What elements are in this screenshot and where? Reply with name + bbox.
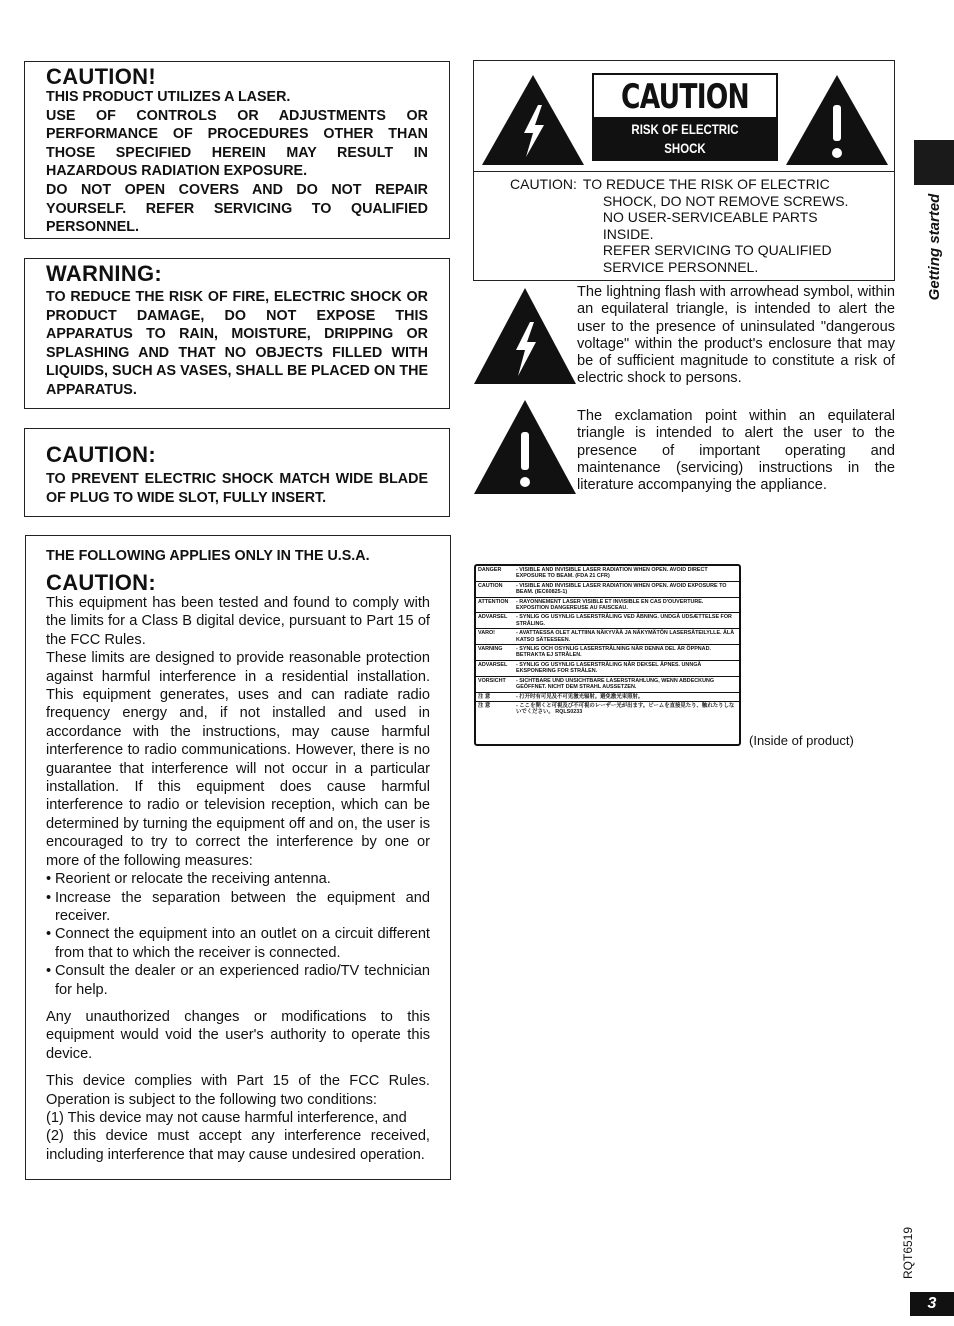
plug-caution-heading: CAUTION: <box>46 442 156 467</box>
fcc-condition-1: (1) This device may not cause harmful interference, and <box>46 1109 407 1126</box>
warning-heading: WARNING: <box>46 261 163 286</box>
laser-caution-heading: CAUTION! <box>46 64 156 89</box>
plug-caution-box <box>24 428 450 517</box>
fcc-heading: CAUTION: <box>46 570 156 595</box>
warning-text: TO REDUCE THE RISK OF FIRE, ELECTRIC SHOCK OR PRODUCT DAMAGE, DO NOT EXPOSE THIS APPARATUS TO RAIN, MOISTURE, DRIPPING OR SPLASHING AND THAT NO OBJECTS FILLED WITH LIQUIDS, SUCH AS VASES, SHALL BE PLACED ON THE APPARATUS. <box>46 289 428 398</box>
laser-caution-line-1: THIS PRODUCT UTILIZES A LASER. <box>46 89 291 105</box>
shock-title-block <box>592 73 778 175</box>
laser-caution-box <box>24 61 450 239</box>
laser-label-row: 注 意 - ここを開くと可視及び不可視のレーザー光が出ます。ビームを直接見たり、触れたりしないでください。 RQLS0233 <box>478 702 735 716</box>
fcc-paragraph-4: This device complies with Part 15 of the FCC Rules. Operation is subject to the following two conditions: <box>46 1073 430 1108</box>
fcc-condition-2: (2) this device must accept any interference received, including interference that may cause undesired operation. <box>46 1128 430 1163</box>
exclamation-symbol-icon <box>472 398 578 496</box>
laser-caution-line-2: USE OF CONTROLS OR ADJUSTMENTS OR PERFORMANCE OF PROCEDURES OTHER THAN THOSE SPECIFIED HEREIN MAY RESULT IN HAZARDOUS RADIATION EXPOSURE. <box>46 107 428 180</box>
exclamation-symbol-text: The exclamation point within an equilateral triangle is intended to alert the user to the presence of important operating and maintenance (servicing) instructions in the literature accompanying the appliance. <box>577 408 895 494</box>
laser-label-row: 注 意 - 打开时有可见及不可见激光辐射。避免激光束照射。 <box>476 693 739 702</box>
fcc-bullet-3: • Connect the equipment into an outlet on a circuit different from that to which the receiver is connected. <box>46 926 430 961</box>
shock-caption-line: SHOCK, DO NOT REMOVE SCREWS. <box>602 192 849 209</box>
laser-label-row: CAUTION - VISIBLE AND INVISIBLE LASER RADIATION WHEN OPEN. AVOID EXPOSURE TO BEAM. (IEC60825-1) <box>476 582 739 598</box>
shock-caption-key: CAUTION: <box>510 176 577 192</box>
exclamation-warning-icon <box>784 73 890 167</box>
shock-title: CAUTION <box>621 77 749 117</box>
warning-box <box>24 258 450 409</box>
laser-label-row: VARO! - AVATTAESSA OLET ALTTIINA NÄKYVÄÄ JA NÄKYMÄTÖN LASERSÄTEILYLLE. ÄLÄ KATSO SÄTEESEEN. <box>476 629 739 645</box>
lightning-symbol-icon <box>472 286 578 386</box>
side-tab-label: Getting started <box>926 193 943 301</box>
fcc-bullet-4: • Consult the dealer or an experienced radio/TV technician for help. <box>46 963 430 998</box>
shock-subtitle-1: RISK OF ELECTRIC SHOCK <box>631 121 739 156</box>
fcc-paragraph-2: These limits are designed to provide reasonable protection against harmful interference in a residential installation. This equipment generates, uses and can radiate radio frequency energy and, if not installed and used in accordance with the instructions, may cause harmful interference to radio communications. However, there is no guarantee that interference will not occur in a particular installation. If this equipment does cause harmful interference to radio or television reception, which can be determined by turning the equipment off and on, the user is encouraged to try to correct the interference by one or more of the following measures: <box>46 650 430 869</box>
shock-caption <box>510 176 848 276</box>
shock-caption-line: REFER SERVICING TO QUALIFIED <box>602 242 832 259</box>
laser-label-caption: (Inside of product) <box>749 733 854 748</box>
side-tab-marker <box>914 140 954 185</box>
laser-label-row: ADVARSEL - SYNLIG OG USYNLIG LASERSTRÅLING NÅR DEKSEL ÅPNES. UNNGÅ EKSPONERING FOR STRÅLEN. <box>476 661 739 677</box>
fcc-subheading: THE FOLLOWING APPLIES ONLY IN THE U.S.A. <box>46 548 370 564</box>
shock-subtitle-band <box>594 117 776 175</box>
fcc-bullet-1: • Reorient or relocate the receiving antenna. <box>46 871 331 888</box>
fcc-paragraph-3: Any unauthorized changes or modifications to this equipment would void the user's authority to operate this device. <box>46 1008 430 1062</box>
page-number: 3 <box>927 1295 937 1312</box>
laser-warning-label <box>474 564 741 746</box>
shock-label-divider <box>474 171 894 172</box>
shock-subtitle-2: DO NOT OPEN <box>644 159 726 175</box>
shock-caution-label <box>473 60 895 281</box>
laser-caution-line-3: DO NOT OPEN COVERS AND DO NOT REPAIR YOURSELF. REFER SERVICING TO QUALIFIED PERSONNEL. <box>46 181 428 236</box>
shock-caption-line: TO REDUCE THE RISK OF ELECTRIC <box>582 176 830 192</box>
laser-label-row: ADVARSEL - SYNLIG OG USYNLIG LASERSTRÅLING VED ÅBNING. UNDGÅ UDSÆTTELSE FOR STRÅLING. <box>476 613 739 629</box>
fcc-paragraph-1: This equipment has been tested and found to comply with the limits for a Class B digital device, pursuant to Part 15 of the FCC Rules. <box>46 595 430 648</box>
plug-caution-text: TO PREVENT ELECTRIC SHOCK MATCH WIDE BLADE OF PLUG TO WIDE SLOT, FULLY INSERT. <box>46 471 428 506</box>
laser-label-row: DANGER - VISIBLE AND INVISIBLE LASER RADIATION WHEN OPEN. AVOID DIRECT EXPOSURE TO BEAM. (FDA 21 CFR) <box>476 566 739 582</box>
model-code: RQT6519 <box>901 1226 915 1280</box>
fcc-box <box>25 535 451 1180</box>
page-number-box <box>910 1292 954 1316</box>
shock-caption-line: INSIDE. <box>602 225 654 242</box>
shock-caption-line: NO USER-SERVICEABLE PARTS <box>602 209 818 226</box>
laser-label-row: ATTENTION - RAYONNEMENT LASER VISIBLE ET INVISIBLE EN CAS D'OUVERTURE. EXPOSITION DANGEREUSE AU FAISCEAU. <box>476 598 739 614</box>
lightning-symbol-text: The lightning flash with arrowhead symbol, within an equilateral triangle, is intended to alert the user to the presence of uninsulated "dangerous voltage" within the product's enclosure that may be of sufficient magnitude to constitute a risk of electric shock to persons. <box>577 284 895 387</box>
laser-label-row: VORSICHT - SICHTBARE UND UNSICHTBARE LASERSTRAHLUNG, WENN ABDECKUNG GEÖFFNET. NICHT DEM STRAHL AUSSETZEN. <box>476 677 739 693</box>
laser-label-row: VARNING - SYNLIG OCH OSYNLIG LASERSTRÅLNING NÄR DENNA DEL ÄR ÖPPNAD. BETRAKTA EJ STRÅLEN. <box>476 645 739 661</box>
lightning-warning-icon <box>480 73 586 167</box>
fcc-bullet-2: • Increase the separation between the equipment and receiver. <box>46 889 430 924</box>
shock-caption-line: SERVICE PERSONNEL. <box>602 258 759 275</box>
